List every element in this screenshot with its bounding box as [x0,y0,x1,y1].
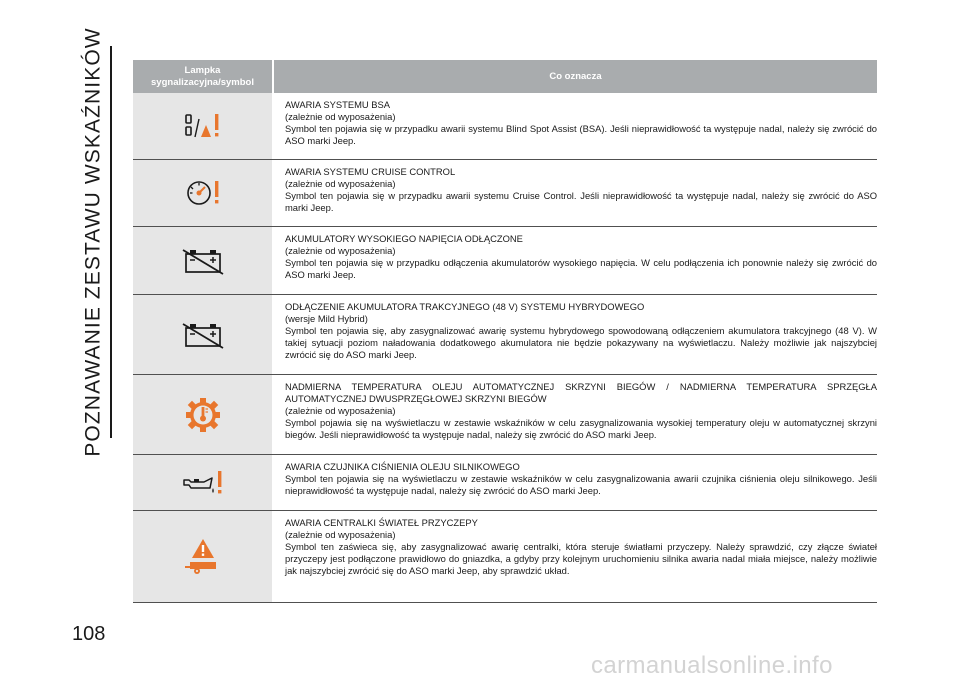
row-body: Symbol pojawia się na wyświetlaczu w zestawie wskaźników w celu zasygnalizowania wysokiej temperatury oleju w automatycznej skrzyni biegów. Jeśli nieprawidłowość ta występuje nadal, należy się zwrócić do ASO marki Jeep. [285,417,877,440]
icon-cell [133,93,272,159]
oil-pressure-sensor-fault-icon [180,468,226,498]
icon-cell [133,511,272,602]
icon-cell [133,455,272,510]
warning-lights-table [133,60,877,603]
row-note: (zależnie od wyposażenia) [285,178,396,189]
header-meaning: Co oznacza [274,60,877,93]
traction-battery-disconnected-icon [181,320,225,350]
description-cell [272,455,877,510]
page-number: 108 [72,623,106,645]
chapter-rule [110,46,112,438]
table-row [133,375,877,455]
row-title: AWARIA SYSTEMU CRUISE CONTROL [285,166,456,177]
table-row [133,455,877,511]
row-note: (wersje Mild Hybrid) [285,313,368,324]
table-row [133,295,877,375]
high-voltage-battery-disconnected-icon [181,246,225,276]
table-header [133,60,877,93]
chapter-title-text: POZNAWANIE ZESTAWU WSKAŹNIKÓW [81,27,105,457]
table-row [133,511,877,603]
row-note: (zależnie od wyposażenia) [285,529,396,540]
icon-cell [133,375,272,454]
row-title: AWARIA CENTRALKI ŚWIATEŁ PRZYCZEPY [285,517,478,528]
row-note: (zależnie od wyposażenia) [285,111,396,122]
row-title: AWARIA SYSTEMU BSA [285,99,391,110]
description-cell [272,375,877,454]
row-body: Symbol ten pojawia się na wyświetlaczu w zestawie wskaźników w celu zasygnalizowania awarii czujnika ciśnienia oleju silnikowego. Jeśli nieprawidłowość ta występuje nadal, należy się zwrócić do ASO marki Jeep. [285,473,877,496]
row-body: Symbol ten pojawia się w przypadku awarii systemu Cruise Control. Jeśli nieprawidłowość ta występuje nadal, należy się zwrócić do ASO marki Jeep. [285,190,877,213]
row-title: NADMIERNA TEMPERATURA OLEJU AUTOMATYCZNEJ SKRZYNI BIEGÓW / NADMIERNA TEMPERATURA SPRZĘGŁA AUTOMATYCZNEJ DWUSPRZĘGŁOWEJ SKRZYNI BIEGÓW [285,381,877,404]
row-body: Symbol ten pojawia się w przypadku odłączenia akumulatorów wysokiego napięcia. W celu podłączenia ich ponownie należy się zwrócić do ASO marki Jeep. [285,257,877,280]
icon-cell [133,295,272,374]
description-cell [272,227,877,294]
row-title: AKUMULATORY WYSOKIEGO NAPIĘCIA ODŁĄCZONE [285,233,523,244]
trailer-light-fault-icon [183,537,223,577]
table-row [133,160,877,227]
table-row [133,227,877,295]
row-note: (zależnie od wyposażenia) [285,245,396,256]
header-symbol: Lampka sygnalizacyjna/symbol [133,60,272,93]
chapter-side-title [73,27,113,457]
icon-cell [133,227,272,294]
description-cell [272,295,877,374]
row-body: Symbol ten zaświeca się, aby zasygnalizować awarię centralki, która steruje światłami przyczepy. Należy sprawdzić, czy złącze świateł przyczepy jest podłączone prawidłowo do gniazdka, a gdyby przy kolejnym uruchomieniu silnika awaria nadal miała miejsce, należy możliwie jak najszybciej zwrócić się do ASO marki Jeep, aby sprawdzić układ. [285,541,877,576]
bsa-fault-icon [183,111,223,141]
description-cell [272,511,877,602]
row-body: Symbol ten pojawia się w przypadku awarii systemu Blind Spot Assist (BSA). Jeśli nieprawidłowość ta występuje nadal, należy się zwrócić do ASO marki Jeep. [285,123,877,146]
description-cell [272,93,877,159]
table-row [133,93,877,160]
row-note: (zależnie od wyposażenia) [285,405,396,416]
cruise-control-fault-icon [183,178,223,208]
row-body: Symbol ten pojawia się, aby zasygnalizować awarię systemu hybrydowego spowodowaną odłączeniem akumulatora trakcyjnego (48 V). W takiej sytuacji poziom naładowania dodatkowego akumulatora nie będzie pokazywany na wyświetlaczu. Należy możliwie jak najszybciej zwrócić się do ASO marki Jeep. [285,325,877,360]
icon-cell [133,160,272,226]
row-title: ODŁĄCZENIE AKUMULATORA TRAKCYJNEGO (48 V) SYSTEMU HYBRYDOWEGO [285,301,645,312]
row-title: AWARIA CZUJNIKA CIŚNIENIA OLEJU SILNIKOWEGO [285,461,520,472]
transmission-oil-temperature-icon [183,397,223,433]
footer-watermark: carmanualsonline.info [591,652,833,679]
description-cell [272,160,877,226]
